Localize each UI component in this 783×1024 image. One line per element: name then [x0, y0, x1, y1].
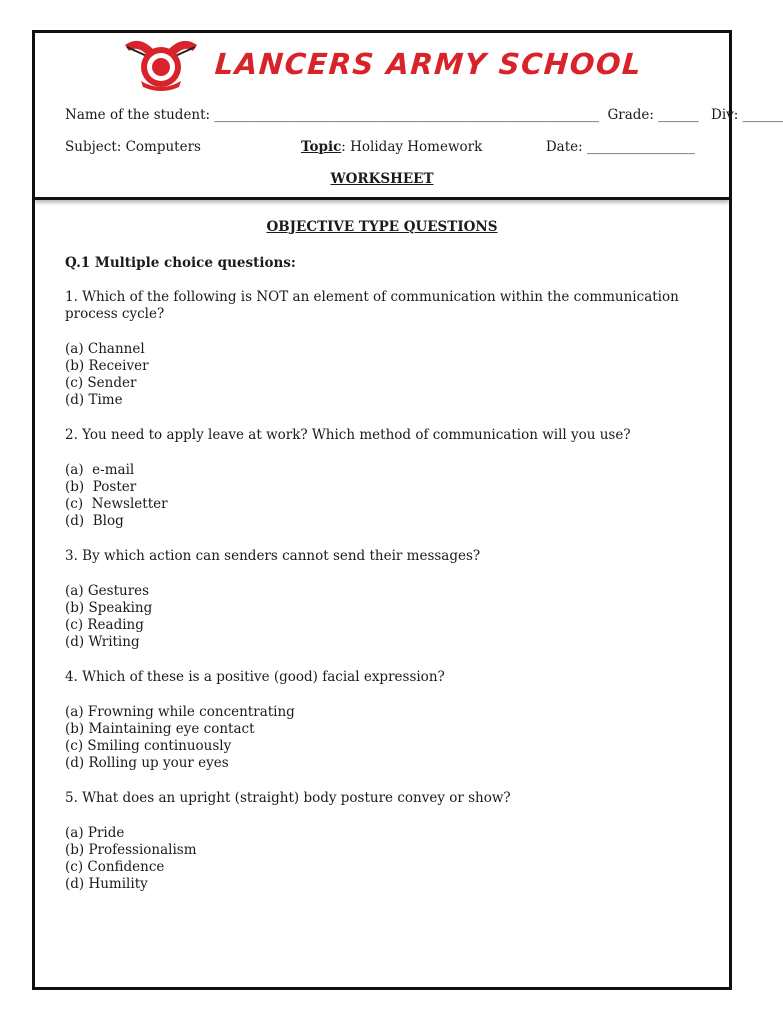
option-item: (b) Receiver [65, 358, 149, 374]
section-title: OBJECTIVE TYPE QUESTIONS [266, 219, 498, 235]
option-list [65, 462, 699, 530]
option-list [65, 704, 699, 772]
option-item: (a) Frowning while concentrating [65, 704, 295, 720]
question-block [65, 790, 699, 893]
option-list [65, 341, 699, 409]
option-item: (b) Professionalism [65, 842, 197, 858]
question-block [65, 669, 699, 772]
grade-blank: ______ [658, 107, 699, 123]
worksheet-title: WORKSHEET [330, 171, 434, 187]
topic-field [301, 139, 482, 155]
option-item: (c) Confidence [65, 859, 165, 875]
div-label: Div: [711, 107, 743, 123]
option-list [65, 825, 699, 893]
date-label: Date: [545, 139, 587, 155]
school-name: LANCERS ARMY SCHOOL [213, 47, 644, 81]
option-list [65, 583, 699, 651]
question-text: 4. Which of these is a positive (good) facial expression? [65, 669, 445, 685]
option-item: (c) Newsletter [65, 496, 168, 512]
topic-label: Topic [301, 139, 342, 155]
question-text: 3. By which action can senders cannot send their messages? [65, 548, 481, 564]
worksheet-body [65, 219, 699, 893]
option-item: (d) Time [65, 392, 123, 408]
option-item: (c) Smiling continuously [65, 738, 232, 754]
option-item: (b) Speaking [65, 600, 153, 616]
question-block [65, 548, 699, 651]
question-group-heading: Q.1 Multiple choice questions: [65, 255, 296, 271]
div-blank: ______ [742, 107, 783, 123]
option-item: (b) Poster [65, 479, 137, 495]
date-field [546, 139, 695, 155]
school-crest-icon [119, 35, 203, 93]
question-block [65, 289, 699, 409]
question-text: 2. You need to apply leave at work? Which method of communication will you use? [65, 427, 631, 443]
option-item: (c) Sender [65, 375, 137, 391]
option-item: (d) Blog [65, 513, 124, 529]
option-item: (a) Pride [65, 825, 125, 841]
option-item: (d) Humility [65, 876, 148, 892]
date-blank: ________________ [587, 139, 695, 155]
student-info-row [65, 107, 783, 123]
question-text: 5. What does an upright (straight) body posture convey or show? [65, 790, 511, 806]
student-name-blank: _________________________________________________________ [214, 107, 600, 123]
subject-label: Subject: Computers [65, 139, 201, 155]
option-item: (a) Channel [65, 341, 145, 357]
student-name-label: Name of the student: [65, 107, 215, 123]
worksheet-frame [32, 30, 783, 990]
worksheet-header [35, 33, 783, 200]
question-text: 1. Which of the following is NOT an element of communication within the communication process cycle? [65, 289, 679, 322]
option-item: (d) Rolling up your eyes [65, 755, 229, 771]
option-item: (a) Gestures [65, 583, 150, 599]
topic-value: : Holiday Homework [341, 139, 483, 155]
option-item: (b) Maintaining eye contact [65, 721, 255, 737]
option-item: (a) e-mail [65, 462, 135, 478]
grade-label: Grade: [607, 107, 659, 123]
question-block [65, 427, 699, 530]
option-item: (c) Reading [65, 617, 144, 633]
option-item: (d) Writing [65, 634, 140, 650]
